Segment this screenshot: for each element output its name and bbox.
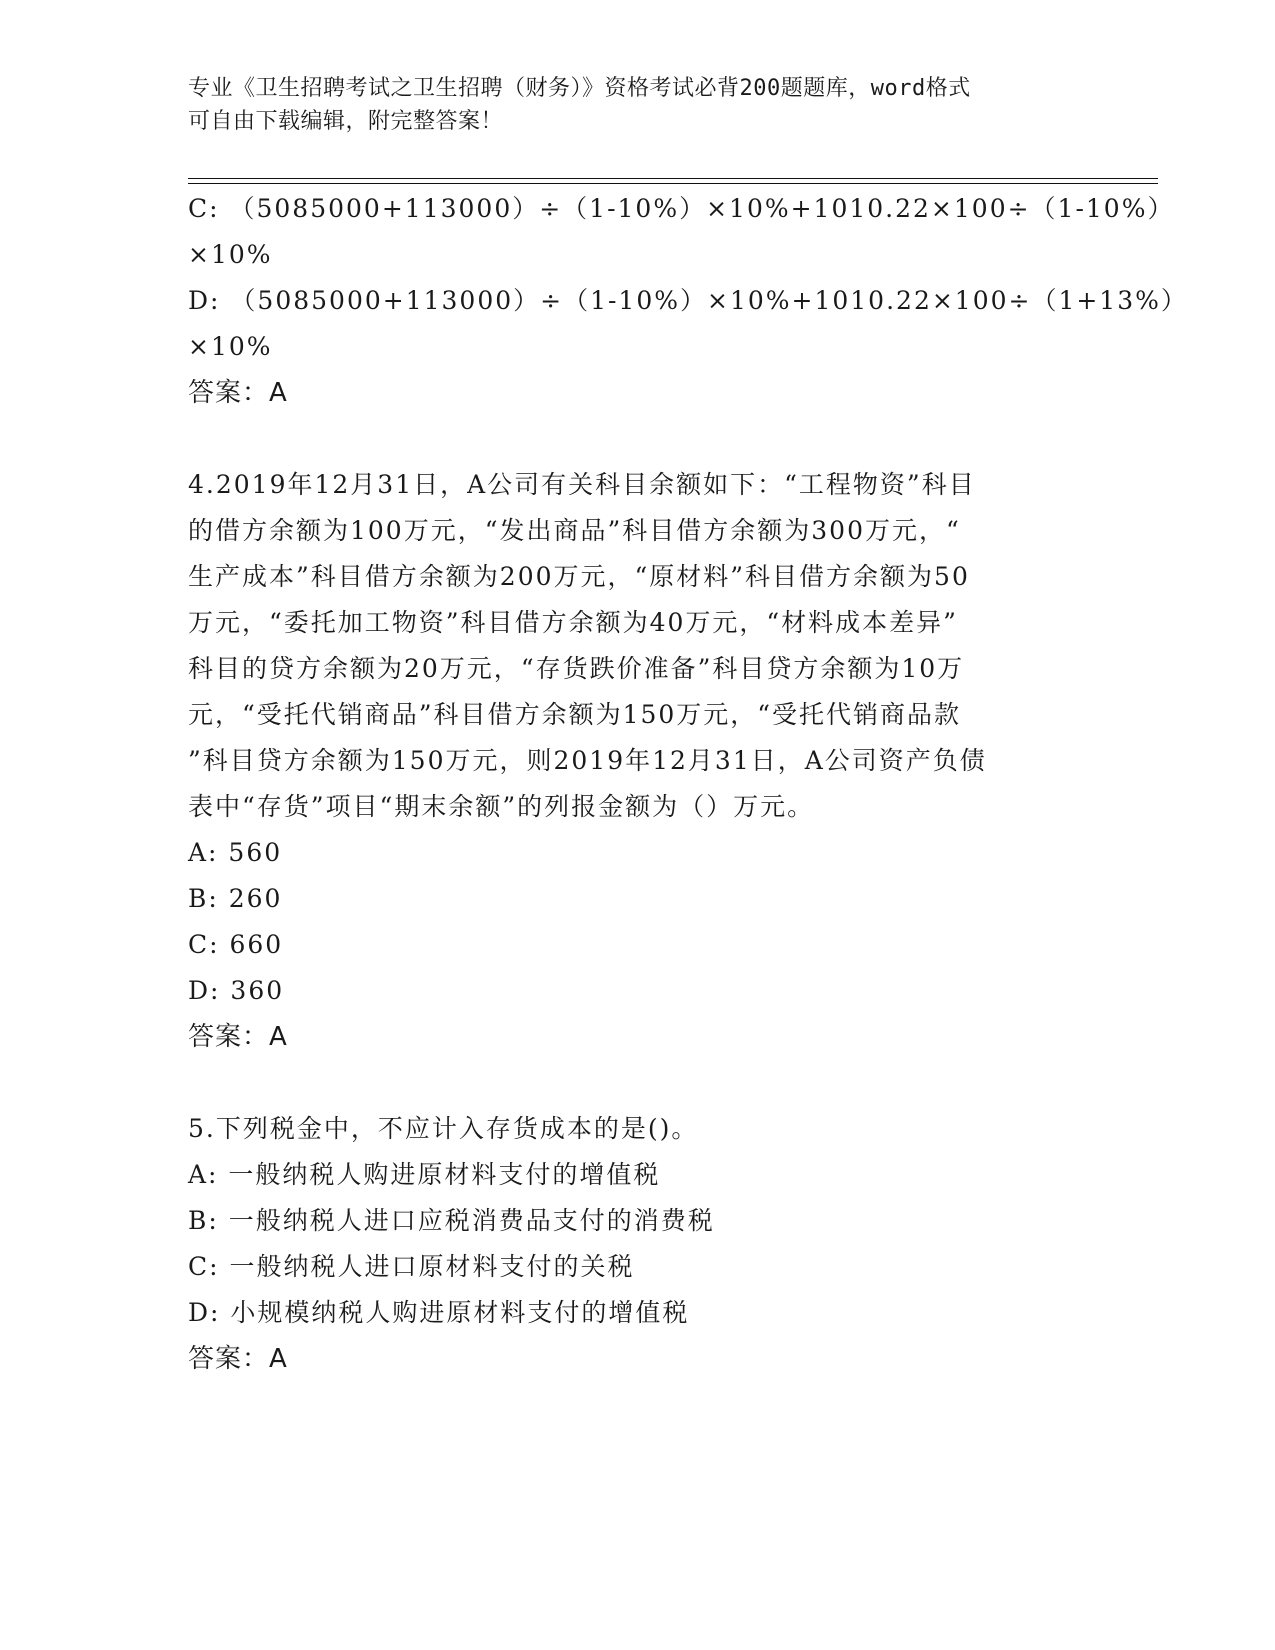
option-d-line-2: ×10% (188, 332, 273, 361)
option-a: A: 560 (188, 838, 283, 867)
option-d: D: 360 (188, 976, 285, 1005)
spacer (188, 416, 1068, 462)
answer-3: 答案：A (188, 378, 288, 408)
option-d: D: 小规模纳税人购进原材料支付的增值税 (188, 1298, 690, 1327)
option-c: C: 一般纳税人进口原材料支付的关税 (188, 1252, 635, 1281)
document-header (188, 72, 1088, 138)
option-b: B: 一般纳税人进口应税消费品支付的消费税 (188, 1206, 715, 1235)
question-4-line: 元，“受托代销商品”科目借方余额为150万元，“受托代销商品款 (188, 700, 962, 729)
option-a: A: 一般纳税人购进原材料支付的增值税 (188, 1160, 661, 1189)
question-5 (188, 1106, 1068, 1382)
answer-5: 答案：A (188, 1344, 288, 1374)
question-4-line: 科目的贷方余额为20万元，“存货跌价准备”科目贷方余额为10万 (188, 654, 965, 683)
header-title-line-1: 专业《卫生招聘考试之卫生招聘（财务）》资格考试必背200题题库，word格式 (188, 76, 971, 101)
option-c-line-1: C: （5085000+113000）÷（1-10%）×10%+1010.22×100÷（1-10%） (188, 194, 1175, 223)
option-c: C: 660 (188, 930, 284, 959)
question-4-line: 生产成本”科目借方余额为200万元，“原材料”科目借方余额为50 (188, 562, 970, 591)
header-title-line-2: 可自由下载编辑，附完整答案！ (188, 109, 504, 134)
header-divider-bottom (188, 183, 1158, 184)
option-c-line-2: ×10% (188, 240, 273, 269)
question-4-line: 4.2019年12月31日，A公司有关科目余额如下：“工程物资”科目 (188, 470, 976, 499)
option-d-line-1: D: （5085000+113000）÷（1-10%）×10%+1010.22×100÷（1+13%） (188, 286, 1188, 315)
spacer (188, 1060, 1068, 1106)
question-4-line: 万元，“委托加工物资”科目借方余额为40万元，“材料成本差异” (188, 608, 958, 637)
question-4-line: ”科目贷方余额为150万元，则2019年12月31日，A公司资产负债 (188, 746, 987, 775)
header-divider-top (188, 178, 1158, 179)
question-5-text: 5.下列税金中，不应计入存货成本的是()。 (188, 1114, 699, 1143)
answer-4: 答案：A (188, 1022, 288, 1052)
option-b: B: 260 (188, 884, 283, 913)
document-body (188, 186, 1188, 1382)
question-4-line: 的借方余额为100万元，“发出商品”科目借方余额为300万元，“ (188, 516, 961, 545)
question-3-continued (188, 186, 1188, 416)
question-4 (188, 462, 1068, 1060)
question-4-line: 表中“存货”项目“期末余额”的列报金额为（）万元。 (188, 792, 815, 821)
